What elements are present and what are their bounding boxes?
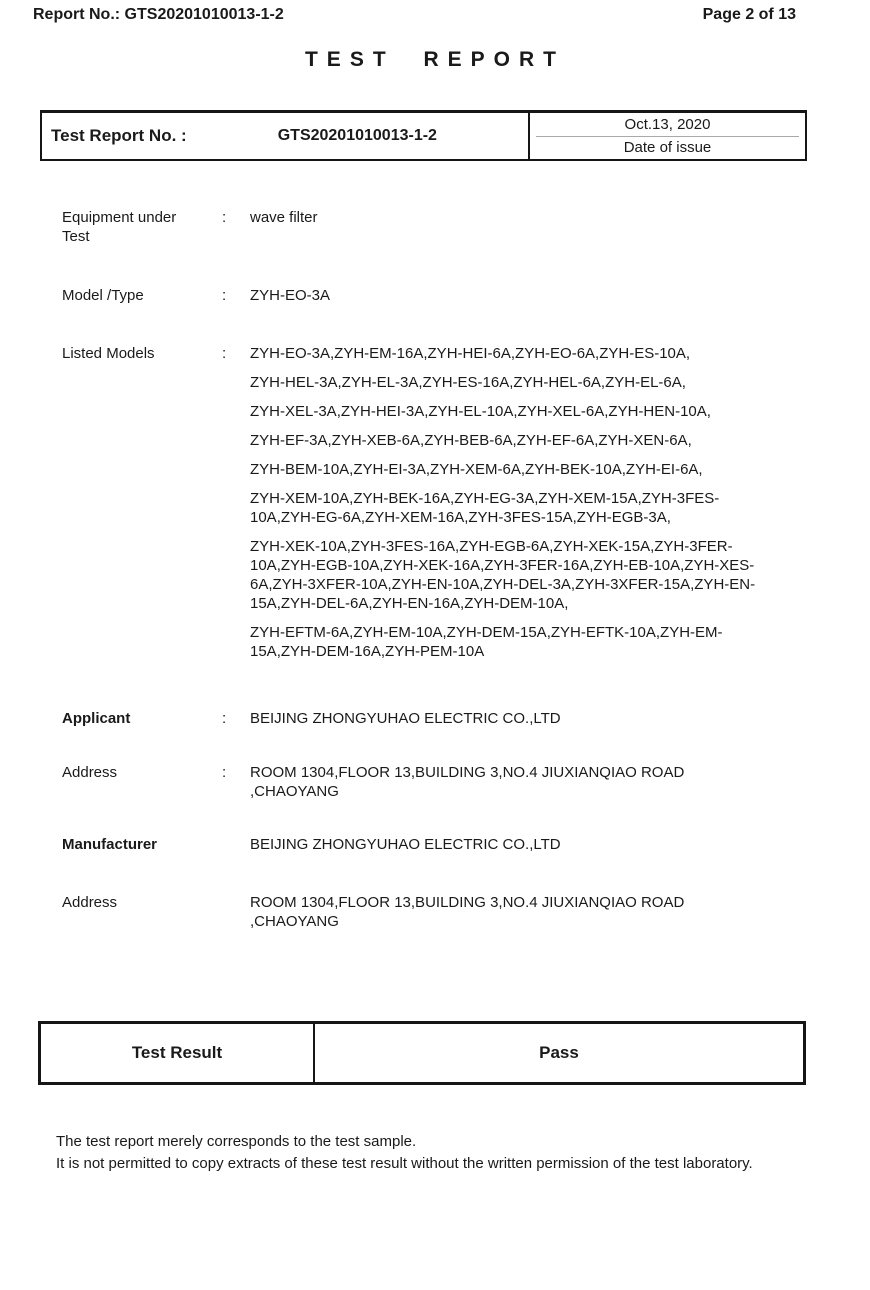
test-report-no-label: Test Report No. : — [51, 126, 187, 145]
test-result-value: Pass — [539, 1043, 579, 1062]
header-report-no: Report No.: GTS20201010013-1-2 — [33, 6, 284, 23]
note-line-2: It is not permitted to copy extracts of these test result without the written permission of the test laboratory. — [56, 1155, 753, 1172]
page-header — [0, 0, 870, 24]
manufacturer-address-value: ROOM 1304,FLOOR 13,BUILDING 3,NO.4 JIUXIANQIAO ROAD ,CHAOYANG — [250, 894, 685, 930]
models-group: ZYH-XEL-3A,ZYH-HEI-3A,ZYH-EL-10A,ZYH-XEL-6A,ZYH-HEN-10A, — [250, 403, 711, 420]
applicant-value: BEIJING ZHONGYUHAO ELECTRIC CO.,LTD — [250, 710, 561, 727]
info-row-applicant-address — [62, 763, 870, 801]
page-title: TEST REPORT — [304, 48, 565, 71]
report-number-cell — [42, 113, 530, 159]
issue-date: Oct.13, 2020 — [624, 115, 711, 133]
info-row-equipment — [62, 208, 870, 246]
listed-models-value — [250, 344, 765, 661]
date-of-issue-label: Date of issue — [623, 139, 712, 157]
equipment-label: Equipment under Test — [62, 209, 177, 245]
address-label: Address — [62, 764, 118, 781]
listed-models-label: Listed Models — [62, 345, 155, 362]
models-group: ZYH-BEM-10A,ZYH-EI-3A,ZYH-XEM-6A,ZYH-BEK-10A,ZYH-EI-6A, — [250, 461, 703, 478]
model-label: Model /Type — [62, 287, 144, 304]
test-result-label: Test Result — [41, 1024, 315, 1082]
info-row-listed-models — [62, 344, 870, 661]
model-value: ZYH-EO-3A — [250, 287, 331, 304]
applicant-label: Applicant — [62, 710, 131, 727]
info-row-applicant — [62, 709, 870, 728]
models-group: ZYH-HEL-3A,ZYH-EL-3A,ZYH-ES-16A,ZYH-HEL-6A,ZYH-EL-6A, — [250, 374, 686, 391]
models-group: ZYH-EO-3A,ZYH-EM-16A,ZYH-HEI-6A,ZYH-EO-6A,ZYH-ES-10A, — [250, 345, 691, 362]
test-report-no-value-wrap — [187, 127, 528, 145]
colon-separator: : — [222, 764, 227, 781]
address-label: Address — [62, 894, 118, 911]
date-of-issue-cell — [530, 113, 805, 159]
test-report-no-value: GTS20201010013-1-2 — [277, 127, 437, 144]
models-group: ZYH-XEK-10A,ZYH-3FES-16A,ZYH-EGB-6A,ZYH-XEK-15A,ZYH-3FER-10A,ZYH-EGB-10A,ZYH-XEK-16A,ZYH-3FER-16A,ZYH-EB-10A,ZYH-XES-6A,ZYH-3XFER-10A,ZYH-EN-10A,ZYH-DEL-3A,ZYH-3XFER-15A,ZYH-EN-15A,ZYH-DEL-6A,ZYH-EN-16A,ZYH-DEM-10A, — [250, 538, 756, 612]
manufacturer-label: Manufacturer — [62, 836, 158, 853]
equipment-value: wave filter — [250, 209, 318, 226]
models-group: ZYH-EF-3A,ZYH-XEB-6A,ZYH-BEB-6A,ZYH-EF-6A,ZYH-XEN-6A, — [250, 432, 692, 449]
report-number-table — [40, 110, 807, 161]
footer-notes — [56, 1131, 832, 1175]
note-line-1: The test report merely corresponds to the test sample. — [56, 1133, 417, 1150]
models-group: ZYH-EFTM-6A,ZYH-EM-10A,ZYH-DEM-15A,ZYH-EFTK-10A,ZYH-EM-15A,ZYH-DEM-16A,ZYH-PEM-10A — [250, 624, 723, 660]
manufacturer-value: BEIJING ZHONGYUHAO ELECTRIC CO.,LTD — [250, 836, 561, 853]
info-row-manufacturer-address — [62, 893, 870, 931]
models-group: ZYH-XEM-10A,ZYH-BEK-16A,ZYH-EG-3A,ZYH-XEM-15A,ZYH-3FES-10A,ZYH-EG-6A,ZYH-XEM-16A,ZYH-3FES-15A,ZYH-EGB-3A, — [250, 490, 720, 526]
colon-separator: : — [222, 287, 227, 304]
equipment-info-section — [0, 208, 870, 931]
info-row-model — [62, 286, 870, 305]
applicant-address-value: ROOM 1304,FLOOR 13,BUILDING 3,NO.4 JIUXIANQIAO ROAD ,CHAOYANG — [250, 764, 685, 800]
info-row-manufacturer — [62, 835, 870, 854]
colon-separator: : — [222, 345, 227, 362]
test-result-table — [38, 1021, 806, 1085]
colon-separator: : — [222, 710, 227, 727]
header-page-number: Page 2 of 13 — [702, 6, 796, 23]
colon-separator: : — [222, 209, 227, 226]
